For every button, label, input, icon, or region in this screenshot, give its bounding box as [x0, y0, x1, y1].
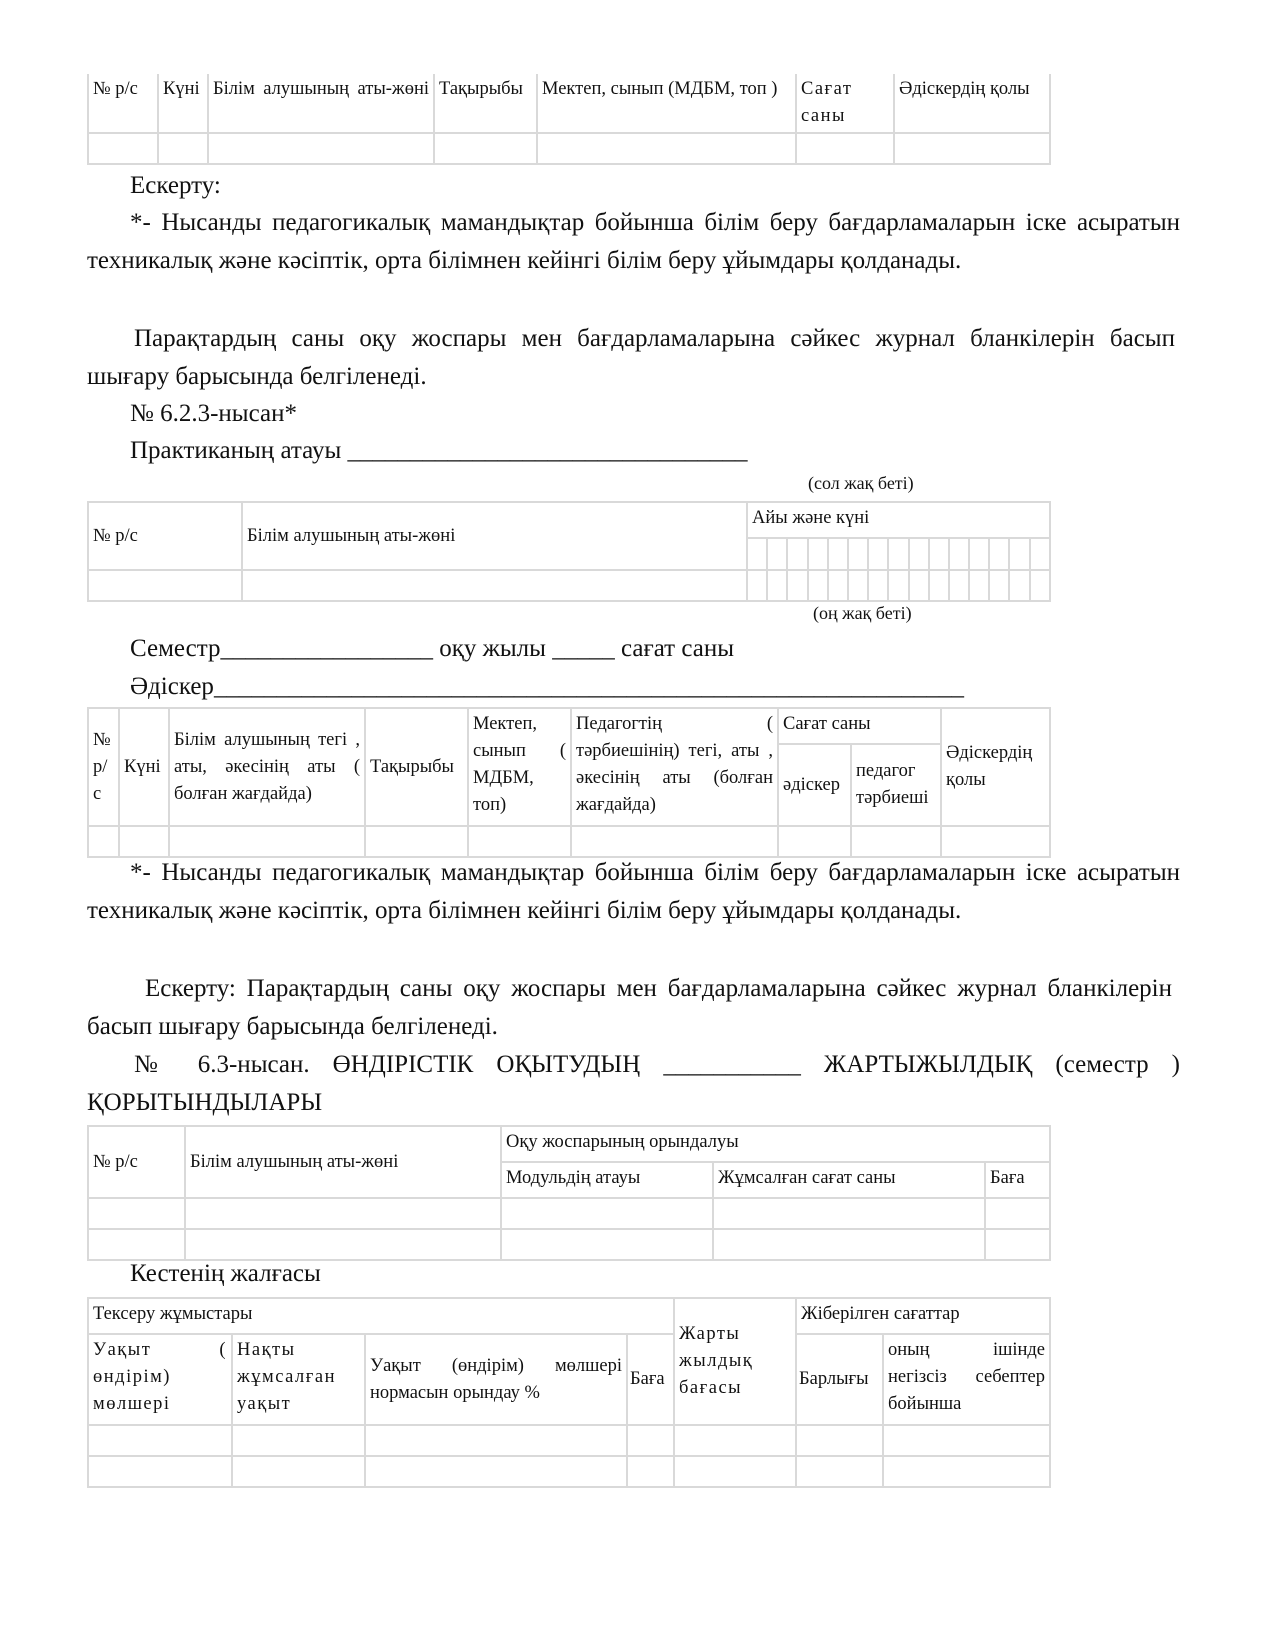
cell[interactable] [232, 1456, 365, 1487]
cell[interactable] [242, 570, 747, 601]
header-num: № р/ с [88, 708, 119, 826]
semester-blank[interactable]: _________________ [220, 635, 433, 662]
note2-paragraph-1 [87, 854, 1180, 930]
cell[interactable] [88, 1456, 232, 1487]
header-student: Білім алушының аты-жөні [185, 1126, 501, 1198]
date-cell[interactable] [828, 538, 848, 570]
practice-name-blank[interactable]: ________________________________ [347, 437, 748, 464]
header-unexcused: оның ішінде негізсіз себептер бойынша [883, 1334, 1050, 1425]
cell[interactable] [501, 1229, 713, 1260]
cell[interactable] [796, 1425, 883, 1456]
cell[interactable] [501, 1198, 713, 1229]
cell[interactable] [434, 133, 537, 164]
cell[interactable] [88, 1425, 232, 1456]
cell[interactable] [88, 133, 158, 164]
cell[interactable] [909, 570, 929, 601]
cell[interactable] [365, 1425, 627, 1456]
form-63-title-text: № 6.3-нысан. ӨНДІРІСТІК ОҚЫТУДЫҢ ___________ ЖАРТЫЖЫЛДЫҚ (семестр ) ҚОРЫТЫНДЫЛАРЫ [87, 1051, 1180, 1116]
note2-paragraph-1-text: *- Нысанды педагогикалық мамандықтар бойынша білім беру бағдарламаларын іске асыратын техникалық және кәсіптік, орта білімнен кейінгі білім беру ұйымдары қолданады. [87, 859, 1180, 924]
date-cell[interactable] [767, 538, 787, 570]
cell[interactable] [1009, 570, 1029, 601]
header-signature: Әдіскердің қолы [941, 708, 1050, 826]
date-cell[interactable] [969, 538, 989, 570]
lesson-table [87, 707, 1051, 858]
header-grade: Баға [985, 1162, 1050, 1198]
cell[interactable] [119, 826, 169, 857]
header-topic: Тақырыбы [434, 74, 537, 133]
cell[interactable] [894, 133, 1050, 164]
cell[interactable] [674, 1456, 796, 1487]
cell[interactable] [88, 570, 242, 601]
cell[interactable] [232, 1425, 365, 1456]
note-paragraph-2-text: Парақтардың саны оқу жоспары мен бағдарламаларына сәйкес журнал бланкілерін басып шығару барысында белгіленеді. [87, 325, 1175, 390]
header-grade: Баға [627, 1334, 674, 1425]
cell[interactable] [787, 570, 807, 601]
practice-name-line [130, 432, 748, 470]
continuation-table [87, 1297, 1051, 1488]
date-cell[interactable] [1030, 538, 1050, 570]
note2-paragraph-2 [87, 970, 1172, 1046]
note2-paragraph-2-text: Ескерту: Парақтардың саны оқу жоспары мен бағдарламаларына сәйкес журнал бланкілерін басып шығару барысында белгіленеді. [87, 975, 1172, 1040]
date-cell[interactable] [949, 538, 969, 570]
cell[interactable] [985, 1229, 1050, 1260]
cell[interactable] [158, 133, 208, 164]
note-paragraph-2 [87, 320, 1175, 396]
cell[interactable] [365, 1456, 627, 1487]
header-hours-spent: Жұмсалған сағат саны [713, 1162, 985, 1198]
header-topic: Тақырыбы [365, 708, 468, 826]
header-half-year: Жарты жылдық бағасы [674, 1298, 796, 1425]
header-student: Білім алушының аты-жөні [208, 74, 434, 133]
cell[interactable] [747, 570, 767, 601]
cell[interactable] [713, 1198, 985, 1229]
header-num: № р/с [88, 1126, 185, 1198]
form-623-number: № 6.2.3-нысан* [130, 400, 297, 427]
date-cell[interactable] [787, 538, 807, 570]
methodist-line [130, 668, 964, 706]
year-blank[interactable]: _____ [552, 635, 615, 662]
cell[interactable] [88, 1198, 185, 1229]
header-day: Күні [158, 74, 208, 133]
year-label: оқу жылы [439, 635, 546, 662]
cell[interactable] [808, 570, 828, 601]
cell[interactable] [828, 570, 848, 601]
left-page-caption: (сол жақ беті) [808, 473, 914, 493]
cell[interactable] [883, 1456, 1050, 1487]
header-student: Білім алушының тегі , аты, әкесінің аты ( болған жағдайда) [169, 708, 365, 826]
right-page-caption: (оң жақ беті) [813, 603, 912, 623]
header-actual-time: Нақты жұмсалған уақыт [232, 1334, 365, 1425]
attendance-table [87, 501, 1051, 602]
cell[interactable] [468, 826, 571, 857]
cell[interactable] [778, 826, 851, 857]
cell[interactable] [208, 133, 434, 164]
cell[interactable] [627, 1425, 674, 1456]
hours-label: сағат саны [620, 635, 735, 662]
header-checks: Тексеру жұмыстары [88, 1298, 674, 1334]
cell[interactable] [888, 570, 908, 601]
table-row [88, 1425, 1050, 1456]
date-cell[interactable] [868, 538, 888, 570]
cell[interactable] [796, 1456, 883, 1487]
header-hours: Сағат саны [778, 708, 941, 744]
cell[interactable] [627, 1456, 674, 1487]
cell[interactable] [365, 826, 468, 857]
journal-table-top [87, 74, 1051, 165]
header-hours-methodist: әдіскер [778, 744, 851, 826]
table-row [88, 133, 1050, 164]
header-school: Мектеп, сынып (МДБМ, топ ) [537, 74, 796, 133]
cell[interactable] [929, 570, 949, 601]
cell[interactable] [88, 826, 119, 857]
cell[interactable] [941, 826, 1050, 857]
cell[interactable] [949, 570, 969, 601]
cell[interactable] [169, 826, 365, 857]
cell[interactable] [969, 570, 989, 601]
header-hours-teacher: педагог тәрбиеші [851, 744, 941, 826]
header-teacher: Педагогтің ( тәрбиешінің) тегі, аты , әкесінің аты (болған жағдайда) [571, 708, 778, 826]
cell[interactable] [1030, 570, 1050, 601]
cell[interactable] [571, 826, 778, 857]
header-signature: Әдіскердің қолы [894, 74, 1050, 133]
date-cell[interactable] [1009, 538, 1029, 570]
semester-label: Семестр [130, 635, 221, 662]
cell[interactable] [537, 133, 796, 164]
methodist-blank[interactable]: ____________________________________________________________ [213, 673, 964, 700]
date-cell[interactable] [888, 538, 908, 570]
header-month-day: Айы және күні [747, 502, 1050, 538]
results-table [87, 1125, 1051, 1261]
header-num: № р/с [88, 74, 158, 133]
header-plan: Оқу жоспарының орындалуы [501, 1126, 1050, 1162]
practice-name-label: Практиканың атауы [130, 437, 342, 464]
header-module: Модульдің атауы [501, 1162, 713, 1198]
header-num: № р/с [88, 502, 242, 570]
note-paragraph-1 [87, 204, 1180, 280]
date-cell[interactable] [808, 538, 828, 570]
header-day: Күні [119, 708, 169, 826]
date-cell[interactable] [747, 538, 767, 570]
continuation-label: Кестенің жалғасы [130, 1260, 321, 1287]
header-hours: Сағат саны [796, 74, 894, 133]
date-cell[interactable] [848, 538, 868, 570]
date-cell[interactable] [909, 538, 929, 570]
cell[interactable] [883, 1425, 1050, 1456]
cell[interactable] [868, 570, 888, 601]
date-cell[interactable] [929, 538, 949, 570]
cell[interactable] [185, 1198, 501, 1229]
form-63-title [87, 1046, 1180, 1122]
table-row [88, 1198, 1050, 1229]
table-row [88, 1456, 1050, 1487]
table-row [88, 570, 1050, 601]
cell[interactable] [848, 570, 868, 601]
cell[interactable] [767, 570, 787, 601]
cell[interactable] [674, 1425, 796, 1456]
cell[interactable] [851, 826, 941, 857]
note-paragraph-1-text: *- Нысанды педагогикалық мамандықтар бойынша білім беру бағдарламаларын іске асыратын техникалық және кәсіптік, орта білімнен кейінгі білім беру ұйымдары қолданады. [87, 209, 1180, 274]
header-time-norm: Уақыт ( өндірім) мөлшері [88, 1334, 232, 1425]
cell[interactable] [985, 1198, 1050, 1229]
cell[interactable] [989, 570, 1009, 601]
header-school: Мектеп, сынып ( МДБМ, топ) [468, 708, 571, 826]
note-title: Ескерту: [130, 172, 221, 199]
methodist-label: Әдіскер [130, 673, 214, 700]
header-total: Барлығы [796, 1334, 883, 1425]
cell[interactable] [796, 133, 894, 164]
header-student: Білім алушының аты-жөні [242, 502, 747, 570]
table-row [88, 826, 1050, 857]
semester-line [130, 630, 734, 668]
date-cell[interactable] [989, 538, 1009, 570]
header-norm-percent: Уақыт (өндірім) мөлшері нормасын орындау % [365, 1334, 627, 1425]
header-missed: Жіберілген сағаттар [796, 1298, 1050, 1334]
cell[interactable] [713, 1229, 985, 1260]
